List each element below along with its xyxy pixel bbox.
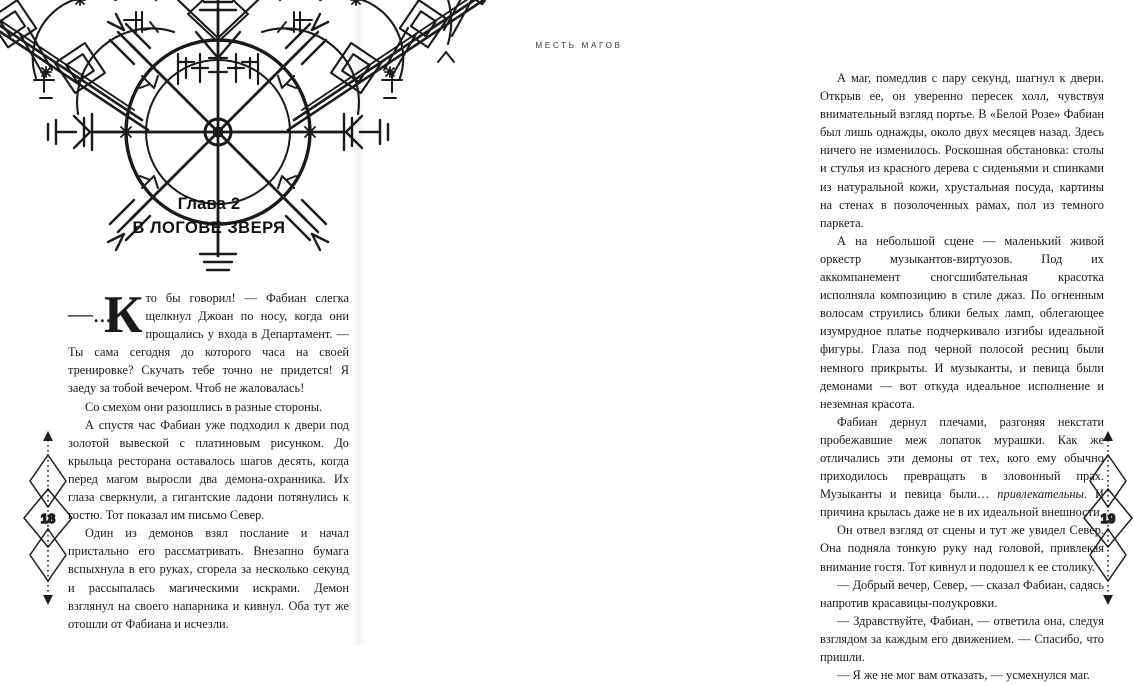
emphasis-before: Фабиан дернул плечами, разгоняя некстати пробежавшие меж лопаток мурашки. Как же отличались эти демоны от тех, кого ему обычно приходилось превращать в зловонный прах. Музыканты и певица были… <box>820 414 1104 502</box>
page-number-ornament-right <box>1082 427 1134 609</box>
left-page <box>0 0 358 646</box>
emphasized-word: привлекательны <box>997 487 1084 502</box>
emphasis-after: . И причина крылась даже не в их идеальной внешности. <box>820 487 1104 520</box>
body-paragraph-with-emphasis <box>820 413 1104 522</box>
drop-cap: К <box>104 286 143 344</box>
right-page <box>358 0 1116 683</box>
body-paragraph: Со смехом они разошлись в разные стороны. <box>85 399 323 414</box>
opening-text: то бы говорил! — Фабиан слегка щелкнул Джоан по носу, когда они прощались у входа в Департамент. — Ты сама сегодня до которого часа на своей тренировке? Скучать тебе точно не придется! Я заеду за тобой вечером. Чтоб не жаловалась! <box>68 291 349 396</box>
right-page-text-column <box>820 69 1104 684</box>
body-paragraph: Он отвел взгляд от сцены и тут же увидел Север. Она подняла тонкую руку над головой, привлекая внимание гостя. Тот кивнул и подошел к ее столику. <box>820 523 1104 574</box>
body-paragraph: А спустя час Фабиан уже подходил к двери под золотой вывеской с платиновым рисунком. До крыльца ресторана оставалось шагов десять, когда перед магом выросли два демона-охранника. Их глаза сверкнули, а гигантские ладони потянулись к гостю. Тот показал им письмо Север. <box>68 417 349 523</box>
page-number: 18 <box>40 511 56 526</box>
chapter-number: Глава 2 <box>177 195 241 213</box>
running-header: МЕСТЬ МАГОВ <box>535 41 623 50</box>
lead-in-dash: —... <box>68 301 112 328</box>
chapter-title: В ЛОГОВЕ ЗВЕРЯ <box>132 219 286 237</box>
dialogue-line: — Здравствуйте, Фабиан, — ответила она, следуя взглядом за каждым его движением. — Спасибо, что пришли. <box>820 613 1104 664</box>
chapter-heading <box>68 195 350 238</box>
left-page-text-column <box>68 286 349 633</box>
opening-paragraph <box>68 286 349 398</box>
body-paragraph: А маг, помедлив с пару секунд, шагнул к двери. Открыв ее, он уверенно пересек холл, чувствуя внимательный взгляд портье. В «Белой Розе» Фабиан был лишь однажды, около двух месяцев назад. Здесь ничего не изменилось. Роскошная обстановка: столы и стулья из красного дерева с сиденьями и спинками из натуральной кожи, хрустальная посуда, картины на стенах в позолоченных рамах, пол из темного паркета. <box>820 71 1104 230</box>
body-paragraph: Один из демонов взял послание и начал пристально его рассматривать. Внезапно бумага вспыхнула в его руках, сгорела за несколько секунд и рассыпалась магическими искрами. Демон взглянул на своего напарника и кивнул. Оба тут же отошли от Фабиана и исчезли. <box>68 526 349 631</box>
page-number: 19 <box>1100 511 1116 526</box>
dialogue-line: — Добрый вечер, Север, — сказал Фабиан, садясь напротив красавицы-полукровки. <box>820 577 1104 610</box>
dialogue-line: — Я же не мог вам отказать, — усмехнулся маг. <box>837 668 1090 683</box>
body-paragraph: А на небольшой сцене — маленький живой оркестр музыкантов-виртуозов. Под их аккомпанемент сногсшибательная красотка исполняла композицию в стиле джаз. По огненным волосам струились блики белых ламп, облегающее изумрудное платье подчеркивало изгибы идеальной фигуры. Глаза под черной полосой ресниц были немного прикрыты. И музыканты, и певица были демонами — вот откуда идеальное исполнение и неземная красота. <box>820 233 1104 411</box>
page-number-ornament-left <box>22 427 74 609</box>
